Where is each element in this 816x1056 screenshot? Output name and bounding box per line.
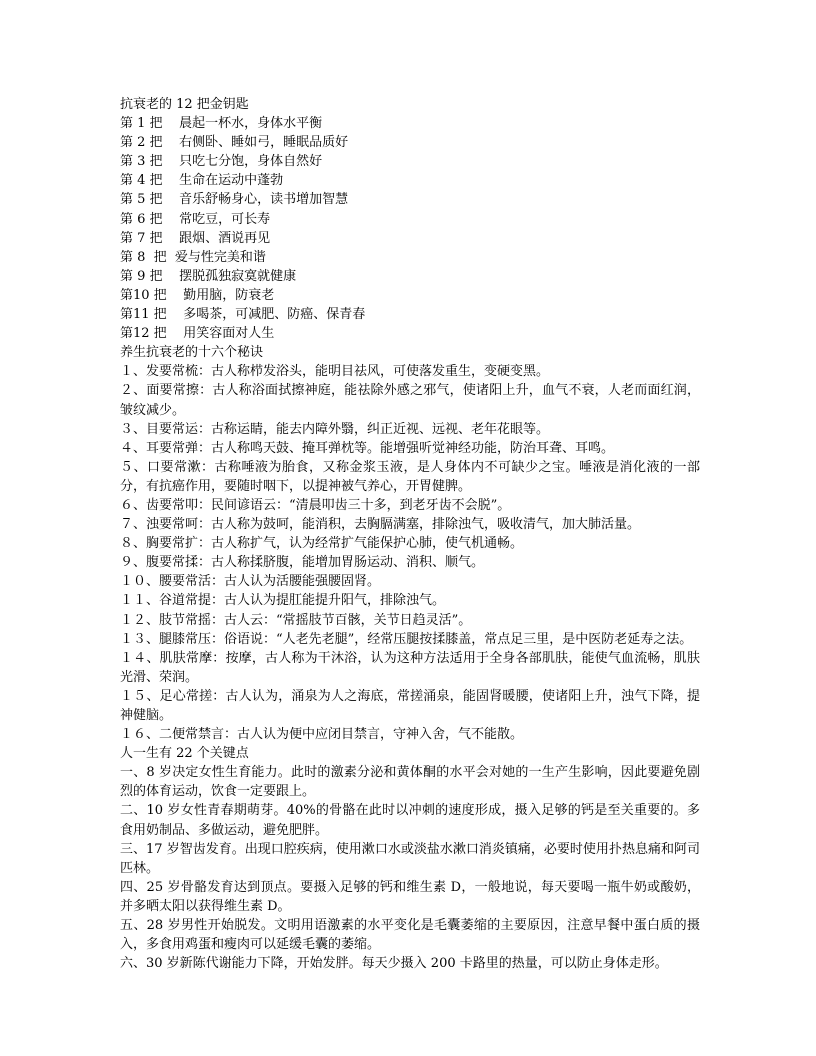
secret-item: ４、耳要常弹：古人称鸣天鼓、掩耳弹枕等。能增强听觉神经功能，防治耳聋、耳鸣。 xyxy=(120,440,615,456)
key-item: 第10 把 勤用脑，防衰老 xyxy=(120,287,275,303)
keypoint-item: 一、8 岁决定女性生育能力。此时的激素分泌和黄体酮的水平会对她的一生产生影响，因此要避免剧烈的体育运动，饮食一定要跟上。 xyxy=(120,765,700,800)
keypoint-item: 六、30 岁新陈代谢能力下降，开始发胖。每天少摄入 200 卡路里的热量，可以防止身体走形。 xyxy=(120,956,668,972)
key-item: 第 3 把 只吃七分饱，身体自然好 xyxy=(120,154,323,170)
secret-item: １６、二便常禁言：古人认为便中应闭目禁言，守神入舍，气不能散。 xyxy=(120,727,524,743)
key-item: 第 1 把 晨起一杯水，身体水平衡 xyxy=(120,116,323,132)
secret-item: １１、谷道常提：古人认为提肛能提升阳气，排除浊气。 xyxy=(120,593,446,609)
secret-item: ２、面要常擦：古人称浴面拭擦神庭，能祛除外感之邪气，使诸阳上升，血气不衰，人老而面红润，皱纹减少。 xyxy=(120,383,700,418)
secret-item: ９、腹要常揉：古人称揉脐腹，能增加胃肠运动、消积、顺气。 xyxy=(120,555,485,571)
key-item: 第 7 把 跟烟、酒说再见 xyxy=(120,230,271,246)
section3-title: 人一生有 22 个关键点 xyxy=(120,746,249,762)
key-item: 第 6 把 常吃豆，可长寿 xyxy=(120,211,271,227)
section1-list xyxy=(120,114,700,343)
key-item: 第 5 把 音乐舒畅身心，读书增加智慧 xyxy=(120,192,349,208)
key-item: 第 9 把 摆脱孤独寂寞就健康 xyxy=(120,268,297,284)
secret-item: １５、足心常搓：古人认为，涌泉为人之海底，常搓涌泉，能固肾暖腰，使诸阳上升，浊气下降，提神健脑。 xyxy=(120,688,700,723)
key-item: 第12 把 用笑容面对人生 xyxy=(120,326,275,342)
secret-item: ３、目要常运：古称运睛，能去内障外翳，纠正近视、远视、老年花眼等。 xyxy=(120,421,550,437)
document-page xyxy=(120,95,700,973)
secret-item: １、发要常梳：古人称栉发浴头，能明目祛风，可使落发重生，变硬变黑。 xyxy=(120,364,550,380)
key-item: 第 2 把 右侧卧、睡如弓，睡眠品质好 xyxy=(120,135,349,151)
secret-item: ８、胸要常扩：古人称扩气，认为经常扩气能保护心肺，使气机通畅。 xyxy=(120,536,524,552)
secret-item: １４、肌肤常摩：按摩，古人称为干沐浴，认为这种方法适用于全身各部肌肤，能使气血流畅，肌肤光滑、荣润。 xyxy=(120,650,700,685)
keypoint-item: 三、17 岁智齿发育。出现口腔疾病，使用漱口水或淡盐水漱口消炎镇痛，必要时使用扑热息痛和阿司匹林。 xyxy=(120,841,700,876)
secret-item: ６、齿要常叩：民间谚语云：“清晨叩齿三十多，到老牙齿不会脱”。 xyxy=(120,497,511,513)
keypoint-item: 五、28 岁男性开始脱发。文明用语激素的水平变化是毛囊萎缩的主要原因，注意早餐中蛋白质的摄入，多食用鸡蛋和瘦肉可以延缓毛囊的萎缩。 xyxy=(120,918,700,953)
section2-title: 养生抗衰老的十六个秘诀 xyxy=(120,345,264,361)
secret-item: １０、腰要常活：古人认为活腰能强腰固肾。 xyxy=(120,574,381,590)
secret-item: ７、浊要常呵：古人称为鼓呵，能消积，去胸膈满塞，排除浊气，吸收清气，加大肺活量。 xyxy=(120,517,641,533)
secret-item: ５、口要常漱：古称唾液为胎食，又称金浆玉液，是人身体内不可缺少之宝。唾液是消化液的一部分，有抗癌作用，要随时咽下，以提神被气养心，开胃健脾。 xyxy=(120,459,700,494)
secret-item: １３、腿膝常压：俗语说：“人老先老腿”，经常压腿按揉膝盖，常点足三里，是中医防老延寿之法。 xyxy=(120,631,693,647)
keypoint-item: 四、25 岁骨骼发育达到顶点。要摄入足够的钙和维生素 D，一般地说，每天要喝一瓶牛奶或酸奶，并多晒太阳以获得维生素 D。 xyxy=(120,879,700,914)
secret-item: １２、肢节常摇：古人云：“常摇肢节百骸，关节日趋灵活”。 xyxy=(120,612,472,628)
section1-title: 抗衰老的 12 把金钥匙 xyxy=(120,97,249,112)
section3-list xyxy=(120,763,700,973)
section2-list xyxy=(120,362,700,744)
keypoint-item: 二、10 岁女性青春期萌芽。40%的骨骼在此时以冲刺的速度形成，摄入足够的钙是至关重要的。多食用奶制品、多做运动，避免肥胖。 xyxy=(120,803,700,838)
key-item: 第 4 把 生命在运动中蓬勃 xyxy=(120,173,284,189)
key-item: 第 8 把 爱与性完美和谐 xyxy=(120,249,266,265)
key-item: 第11 把 多喝茶，可减肥、防癌、保青春 xyxy=(120,307,366,323)
